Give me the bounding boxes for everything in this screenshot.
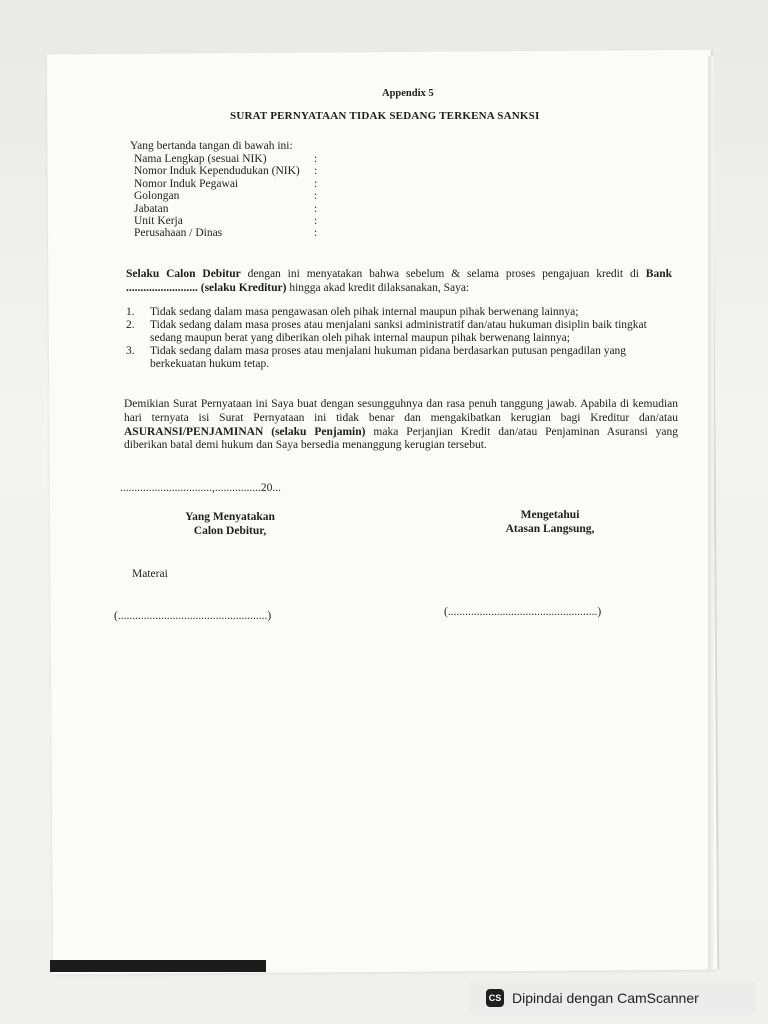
signature-role: Atasan Langsung, [505,523,595,535]
list-text: Tidak sedang dalam masa proses atau menjalani hukuman pidana berdasarkan putusan pengadilan yang berkekuatan hukum tetap. [150,345,627,370]
signature-line-debtor: (....................................................) [114,610,272,622]
statement-text: dengan ini menyatakan bahwa sebelum & selama proses pengajuan kredit di [240,268,646,280]
closing-text-end: maka Perjanjian Kredit dan/atau Penjaminan Asuransi yang diberikan batal demi hukum dan Saya bersedia menanggung kerugian tersebut. [124,425,678,452]
identity-fields [134,153,334,240]
list-item [126,319,672,345]
field-colon: : [314,153,318,165]
list-item [126,306,672,319]
signature-block-debtor [160,510,300,538]
asuransi-label: ASURANSI/PENJAMINAN (selaku Penjamin) [124,425,366,438]
field-perusahaan-dinas [134,227,334,239]
statement-paragraph [126,268,672,295]
document-title: SURAT PERNYATAAN TIDAK SEDANG TERKENA SANKSI [230,110,540,122]
field-nik [134,165,334,177]
list-number: 1. [126,306,135,318]
declaration-list [126,306,672,371]
closing-text: Demikian Surat Pernyataan ini Saya buat dengan sesungguhnya dan rasa penuh tanggung jawab. Apabila di kemudian hari ternyata isi Surat Pernyataan ini tidak benar dan mengakibatkan kerugian bagi Kreditur dan/atau [124,398,678,424]
closing-paragraph [124,398,678,453]
camscanner-logo-icon: CS [486,989,504,1007]
statement-text-end: hingga akad kredit dilaksanakan, Saya: [286,281,470,294]
signature-title: Mengetahui [520,509,580,521]
field-label: Golongan [134,190,180,203]
field-colon: : [314,202,318,215]
field-unit-kerja [134,215,334,227]
signature-role: Calon Debitur, [193,525,267,537]
field-label: Jabatan [134,202,169,215]
place-date-line: ................................,................20... [120,482,281,494]
field-nomor-induk-pegawai [134,178,334,190]
field-label: Unit Kerja [134,215,183,228]
calon-debitur-label: Selaku Calon Debitur [126,268,241,280]
list-text: Tidak sedang dalam masa pengawasan oleh pihak internal maupun pihak berwenang lainnya; [150,306,579,318]
appendix-label: Appendix 5 [382,88,434,99]
signature-line-supervisor: (....................................................) [444,606,602,618]
field-nama-lengkap [134,153,334,165]
list-item [126,345,672,371]
field-label: Nama Lengkap (sesuai NIK) [134,153,267,165]
bank-kreditur-label: Bank ......................... (selaku Kreditur) [126,268,672,294]
field-colon: : [314,190,318,203]
camscanner-watermark [470,981,756,1015]
field-colon: : [314,227,318,240]
list-text: Tidak sedang dalam masa proses atau menjalani sanksi administratif dan/atau hukuman disiplin baik tingkat sedang maupun berat yang diberikan oleh pihak internal maupun pihak berwenang lainnya; [150,319,647,344]
list-number: 3. [126,345,135,357]
field-colon: : [314,177,318,190]
intro-text: Yang bertanda tangan di bawah ini: [130,140,293,152]
list-number: 2. [126,319,135,331]
field-colon: : [314,165,318,178]
field-label: Nomor Induk Kependudukan (NIK) [134,165,300,178]
signature-block-supervisor [490,508,610,536]
paper-edge-shadow [708,56,714,970]
field-golongan [134,190,334,202]
camscanner-label: Dipindai dengan CamScanner [512,990,699,1006]
signature-title: Yang Menyatakan [185,511,275,523]
field-colon: : [314,215,318,228]
scan-bottom-edge [50,960,266,972]
field-label: Nomor Induk Pegawai [134,177,239,190]
field-jabatan [134,203,334,215]
field-label: Perusahaan / Dinas [134,227,223,240]
materai-label: Materai [132,568,168,580]
